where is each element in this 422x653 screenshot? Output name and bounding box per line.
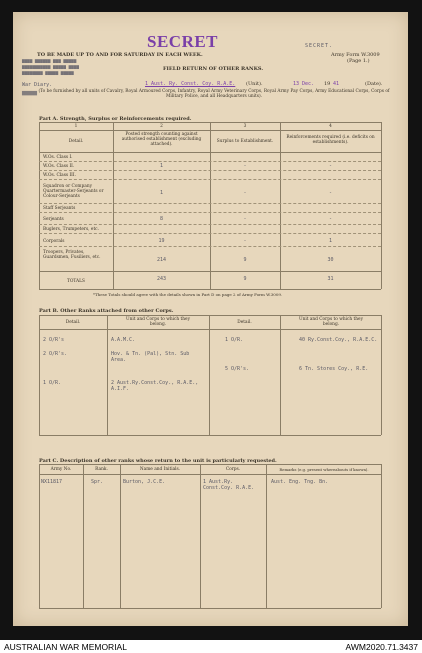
- row-totals-reinf: 31: [327, 276, 334, 282]
- part-a-title: Part A. Strength, Surplus or Reinforcements required.: [39, 116, 192, 122]
- year-value: 41: [333, 81, 340, 87]
- row-cpl-surplus: -: [243, 238, 247, 244]
- part-c-army-no: NX11817: [41, 479, 63, 485]
- row-troopers-surplus: 9: [243, 257, 247, 263]
- part-a-header-posted: Posted strength counting against authorised establishment (excluding attached).: [121, 132, 202, 147]
- part-c-rank: Spr.: [91, 479, 104, 485]
- part-b-header-detail-left: Detail.: [65, 320, 81, 325]
- part-b-right-unit-1: 40 Ry.Const.Coy., R.A.E.C.: [299, 337, 378, 343]
- caption-accession: AWM2020.71.3437: [345, 642, 418, 652]
- row-bugler-detail: Buglers, Trumpeters, etc.: [43, 227, 99, 232]
- part-b-title: Part B. Other Ranks attached from other Corps.: [39, 308, 174, 314]
- part-c-header-army-no: Army No.: [50, 467, 72, 472]
- row-troopers-posted: 214: [156, 257, 167, 263]
- row-wo2-posted: 1: [159, 163, 163, 169]
- part-a-header-surplus: Surplus to Establishment.: [216, 139, 274, 144]
- part-a-header-reinf: Reinforcements required (i.e. deficits on establishments).: [286, 135, 375, 145]
- row-ssgt-detail: Staff Serjeants: [43, 206, 76, 211]
- row-wo2-surplus: -: [243, 163, 247, 169]
- part-c-remarks: Aust. Eng. Tng. Bn.: [271, 479, 329, 485]
- col-num-4: 4: [329, 124, 332, 129]
- row-cqms-surplus: -: [243, 190, 247, 196]
- col-num-2: 2: [160, 124, 163, 129]
- row-cqms-posted: 1: [159, 190, 163, 196]
- made-up-line: TO BE MADE UP TO AND FOR SATURDAY IN EACH WEEK.: [37, 52, 203, 58]
- row-cpl-posted: 19: [158, 238, 165, 244]
- part-b-left-detail-3: 1 O/R.: [43, 380, 62, 386]
- col-num-3: 3: [243, 124, 247, 129]
- archive-caption: [0, 640, 422, 653]
- part-b-header-unit-right: Unit and Corps to which they belong.: [298, 317, 364, 327]
- part-b-header-unit-left: Unit and Corps to which they belong.: [125, 317, 191, 327]
- col-num-1: 1: [74, 124, 78, 129]
- row-troopers-reinf: 30: [327, 257, 334, 263]
- part-c-header-rank: Rank.: [95, 467, 108, 472]
- part-b-left-detail-2: 2 O/R's.: [43, 351, 68, 357]
- form-title: FIELD RETURN OF OTHER RANKS.: [163, 66, 264, 72]
- part-b-left-detail-1: 2 O/R's: [43, 337, 65, 343]
- part-c-header-corps: Corps.: [225, 467, 241, 472]
- part-b-right-detail-1: 1 O/R.: [225, 337, 244, 343]
- secret-stamp: SECRET.: [305, 43, 334, 49]
- part-b-header-detail-right: Detail.: [237, 320, 252, 325]
- part-b-left-unit-3: 2 Aust.Ry.Const.Coy., R.A.E., A.I.F.: [111, 380, 199, 392]
- secret-heading: SECRET: [147, 32, 219, 51]
- row-troopers-detail: Troopers, Privates, Guardsmen, Fusiliers, etc.: [43, 250, 101, 260]
- unit-label: (Unit).: [246, 81, 263, 87]
- caption-institution: AUSTRALIAN WAR MEMORIAL: [4, 642, 127, 652]
- page-number: (Page 1.): [347, 58, 370, 64]
- part-c-header-remarks: Remarks (e.g. present whereabouts if known).: [279, 467, 369, 472]
- distribution-list: ▆▆▆▆ ▆▆▆▆▆▆ ▆▆▆ ▆▆▆▆▆ ▆▆▆▆▆▆▆▆▆▆▆ ▆▆▆▆▆ ▆▆▆▆ ▆▆▆▆▆▆▆▆ ▆▆▆▆▆ ▆▆▆▆▆: [22, 59, 79, 76]
- part-b-right-detail-2: 5 O/R's.: [225, 366, 250, 372]
- part-c-name: Burton, J.C.E.: [123, 479, 166, 485]
- part-a-header-detail: Detail.: [68, 139, 84, 144]
- part-c-title: Part C. Description of other ranks whose return to the unit is particularly requested.: [39, 458, 277, 464]
- part-b-left-unit-1: A.A.M.C.: [111, 337, 136, 343]
- row-cqms-reinf: -: [328, 190, 332, 196]
- part-a-footnote: *These Totals should agree with the details shown in Part D on page 2 of Army Form W.3009.: [93, 292, 283, 297]
- year-prefix: 19: [324, 81, 331, 87]
- row-sgt-reinf: -: [328, 216, 332, 222]
- part-c-corps: 1 Aust.Ry. Const.Coy. R.A.E.: [203, 479, 255, 491]
- army-form-number: Army Form W.3009: [331, 52, 380, 58]
- row-totals-surplus: 9: [243, 276, 247, 282]
- row-cqms-detail: Squadron or Company Quartermaster-Serjeants or Colour-Serjeants: [43, 184, 104, 199]
- row-cpl-reinf: 1: [328, 238, 332, 244]
- part-b-right-unit-2: 6 Tn. Stores Coy., R.E.: [299, 366, 369, 372]
- part-b-left-unit-2: Hov. & Tn. (Pal), Stn. Sub Area.: [111, 351, 190, 363]
- war-diary-note-2: ▆▆▆▆▆: [22, 90, 38, 96]
- row-totals-posted: 243: [156, 276, 167, 282]
- unit-name: 1 Aust. Ry. Const. Coy. R.A.E.: [145, 81, 236, 87]
- row-cpl-detail: Corporals: [43, 239, 65, 244]
- row-sgt-detail: Serjeants: [43, 217, 64, 222]
- row-totals-detail: TOTALS: [67, 279, 85, 284]
- instructions: (To be furnished by all units of Cavalry, Royal Armoured Corps, Infantry, Royal Army Veterinary Corps, Royal Army Pay Corps, Army Educational Corps, Corps of Military Police, and all Headquarters units).: [38, 89, 390, 99]
- date-label: (Date).: [365, 81, 383, 87]
- war-diary-note: War Diary.: [22, 82, 53, 88]
- row-sgt-posted: 8: [159, 216, 163, 222]
- part-c-header-name: Name and Initials.: [139, 467, 181, 472]
- document-page: [13, 12, 408, 626]
- row-wo3-detail: W.Os. Class III.: [43, 173, 76, 178]
- row-sgt-surplus: -: [243, 216, 247, 222]
- row-wo2-reinf: -: [328, 163, 332, 169]
- return-date: 13 Dec.: [293, 81, 315, 87]
- row-wo1-detail: W.Os. Class I.: [43, 155, 73, 160]
- row-wo2-detail: W.Os. Class II.: [43, 164, 75, 169]
